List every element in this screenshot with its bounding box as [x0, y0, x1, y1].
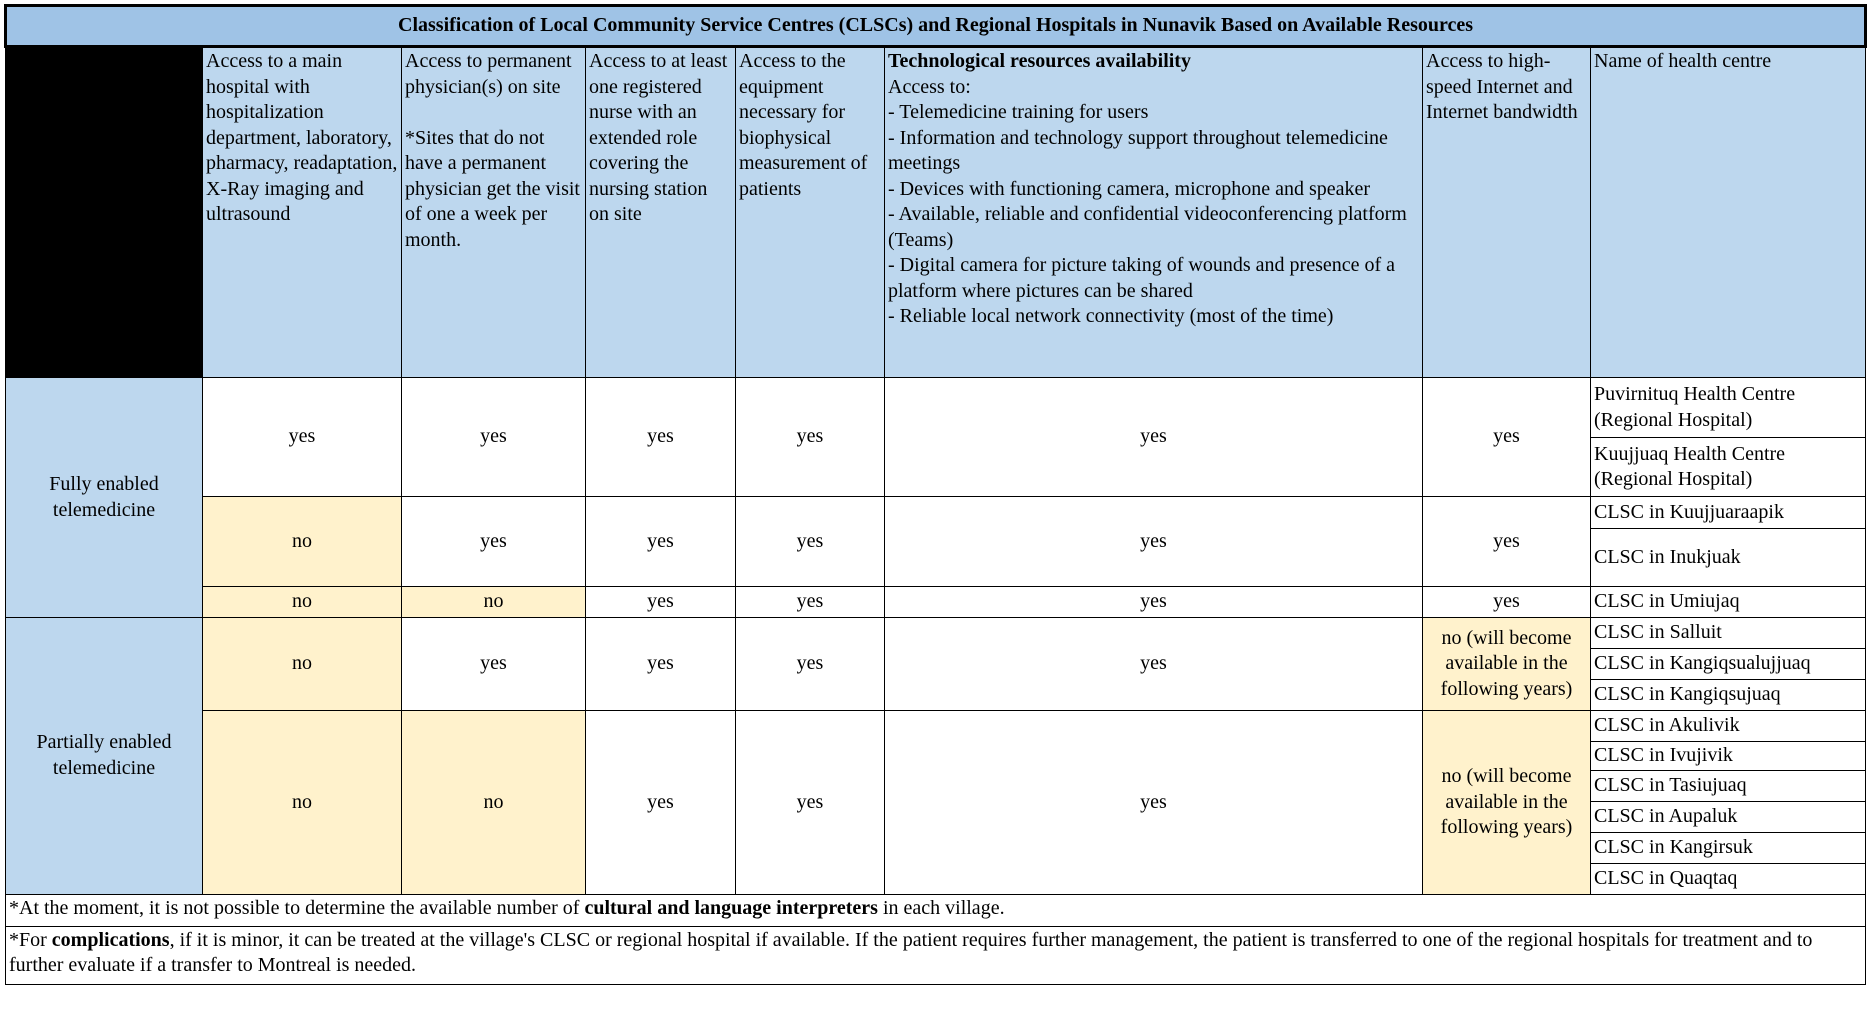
cell-nurse: yes — [586, 618, 736, 711]
classification-table — [4, 4, 1867, 985]
cell-nurse: yes — [586, 378, 736, 497]
cell-technology: yes — [885, 587, 1423, 618]
centre-name: CLSC in Kuujjuaraapik — [1591, 497, 1866, 529]
centre-name: CLSC in Umiujaq — [1591, 587, 1866, 618]
cell-internet: yes — [1423, 378, 1591, 497]
header-technology-body: Access to: - Telemedicine training for users - Information and technology support throughout telemedicine meetings - Devices with functioning camera, microphone and speaker - Available, reliable and confidential videoconferencing platform (Teams) - Digital camera for picture taking of wounds and presence of a platform where pictures can be shared - Reliable local network connectivity (most of the time) — [888, 75, 1407, 327]
footnote-text: *At the moment, it is not possible to determine the available number of — [9, 896, 585, 919]
cell-hospital: no — [203, 618, 402, 711]
cell-physician: yes — [402, 618, 586, 711]
footnote-text: *For — [9, 928, 52, 951]
footnote-text: in each village. — [877, 896, 1005, 919]
cell-technology: yes — [885, 711, 1423, 895]
centre-name: CLSC in Ivujivik — [1591, 742, 1866, 771]
header-equipment: Access to the equipment necessary for biophysical measurement of patients — [736, 47, 885, 378]
footnote-row — [6, 894, 1866, 926]
centre-name: CLSC in Salluit — [1591, 618, 1866, 649]
table-row — [6, 587, 1866, 618]
footnote-emphasis: cultural and language interpreters — [584, 896, 878, 919]
classification-table-container — [4, 4, 1864, 985]
category-partial: Partially enabled telemedicine — [6, 618, 203, 895]
header-physician: Access to permanent physician(s) on site *Sites that do not have a permanent physician get the visit of one a week per month. — [402, 47, 586, 378]
footnote-text: , if it is minor, it can be treated at the village's CLSC or regional hospital if available. If the patient requires further management, the patient is transferred to one of the regional hospitals for treatment and to further evaluate if a transfer to Montreal is needed. — [9, 928, 1813, 976]
cell-equipment: yes — [736, 587, 885, 618]
header-technology-title: Technological resources availability — [888, 50, 1191, 72]
cell-equipment: yes — [736, 378, 885, 497]
category-full: Fully enabled telemedicine — [6, 378, 203, 618]
cell-physician: no — [402, 587, 586, 618]
centre-name: CLSC in Kangirsuk — [1591, 832, 1866, 863]
header-corner-cell — [6, 47, 203, 378]
cell-physician: yes — [402, 378, 586, 497]
cell-equipment: yes — [736, 618, 885, 711]
footnote-interpreters — [6, 894, 1866, 926]
centre-name: CLSC in Quaqtaq — [1591, 863, 1866, 894]
header-technology — [885, 47, 1423, 378]
table-row — [6, 711, 1866, 742]
cell-technology: yes — [885, 497, 1423, 587]
cell-physician: no — [402, 711, 586, 895]
table-row — [6, 378, 1866, 438]
centre-name: CLSC in Tasiujuaq — [1591, 770, 1866, 801]
cell-hospital: no — [203, 587, 402, 618]
cell-hospital: no — [203, 711, 402, 895]
cell-nurse: yes — [586, 497, 736, 587]
cell-hospital: yes — [203, 378, 402, 497]
cell-equipment: yes — [736, 497, 885, 587]
title-row — [6, 6, 1866, 47]
footnote-complications — [6, 926, 1866, 984]
centre-name: CLSC in Kangiqsujuaq — [1591, 680, 1866, 711]
cell-internet: no (will become available in the following years) — [1423, 618, 1591, 711]
table-title: Classification of Local Community Service Centres (CLSCs) and Regional Hospitals in Nunavik Based on Available Resources — [6, 6, 1866, 47]
header-hospital: Access to a main hospital with hospitalization department, laboratory, pharmacy, readaptation, X-Ray imaging and ultrasound — [203, 47, 402, 378]
header-nurse: Access to at least one registered nurse with an extended role covering the nursing station on site — [586, 47, 736, 378]
table-row — [6, 497, 1866, 529]
centre-name: CLSC in Kangiqsualujjuaq — [1591, 649, 1866, 680]
cell-nurse: yes — [586, 587, 736, 618]
cell-technology: yes — [885, 378, 1423, 497]
cell-internet: yes — [1423, 497, 1591, 587]
footnote-row — [6, 926, 1866, 984]
centre-name: Puvirnituq Health Centre (Regional Hospital) — [1591, 378, 1866, 438]
cell-internet: no (will become available in the following years) — [1423, 711, 1591, 895]
centre-name: CLSC in Aupaluk — [1591, 801, 1866, 832]
centre-name: CLSC in Inukjuak — [1591, 529, 1866, 587]
centre-name: Kuujjuaq Health Centre (Regional Hospital) — [1591, 438, 1866, 497]
cell-internet: yes — [1423, 587, 1591, 618]
cell-physician: yes — [402, 497, 586, 587]
header-internet: Access to high-speed Internet and Internet bandwidth — [1423, 47, 1591, 378]
header-centre-name: Name of health centre — [1591, 47, 1866, 378]
centre-name: CLSC in Akulivik — [1591, 711, 1866, 742]
footnote-emphasis: complications — [51, 928, 170, 951]
cell-hospital: no — [203, 497, 402, 587]
cell-technology: yes — [885, 618, 1423, 711]
cell-equipment: yes — [736, 711, 885, 895]
header-row — [6, 47, 1866, 378]
table-row — [6, 618, 1866, 649]
cell-nurse: yes — [586, 711, 736, 895]
